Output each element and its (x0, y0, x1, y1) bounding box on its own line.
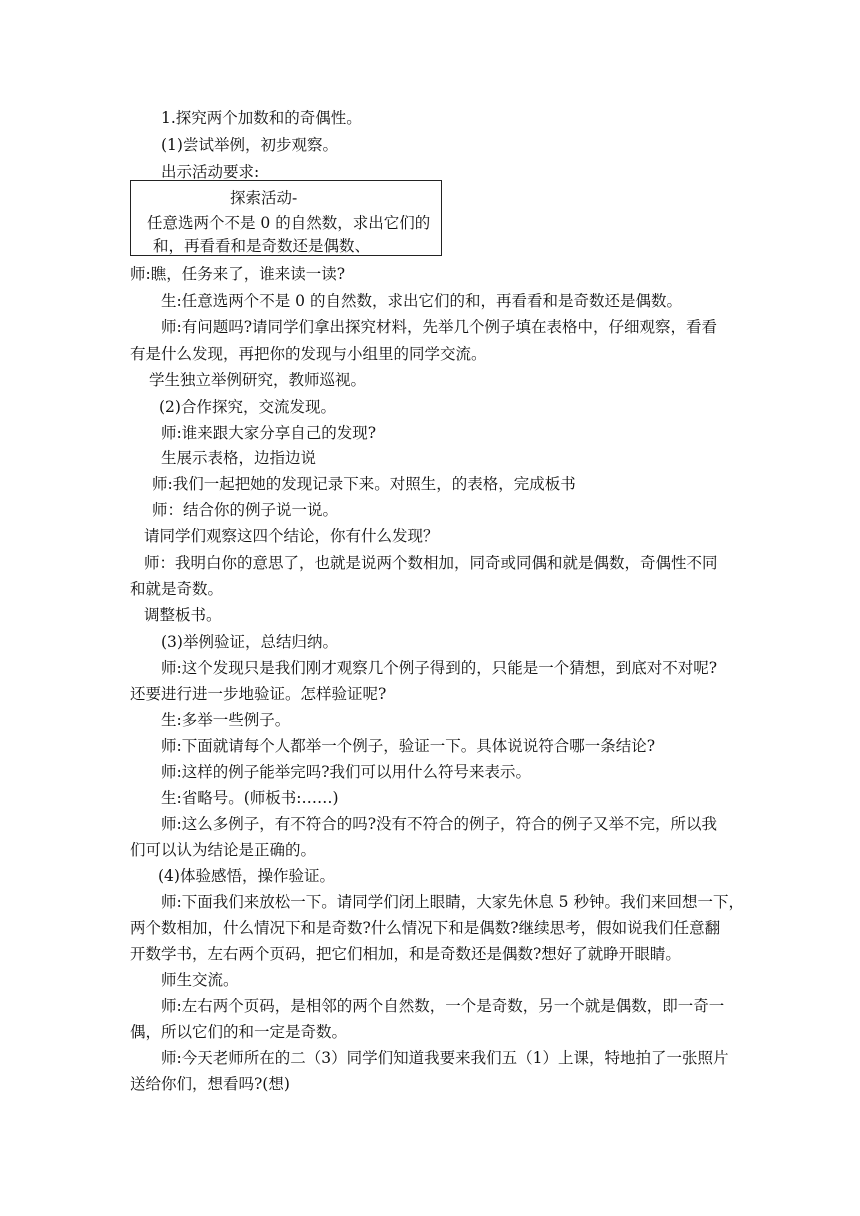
paragraph: 偶，所以它们的和一定是奇数。 (130, 1023, 348, 1041)
activity-box (130, 180, 442, 256)
paragraph: 师:今天老师所在的二（3）同学们知道我要来我们五（1）上课，特地拍了一张照片 (161, 1049, 729, 1067)
paragraph: 生:任意选两个不是 0 的自然数，求出它们的和，再看看和是奇数还是偶数。 (161, 292, 682, 310)
paragraph: 师:下面我们来放松一下。请同学们闭上眼睛，大家先休息 5 秒钟。我们来回想一下， (161, 893, 744, 911)
paragraph: 调整板书。 (144, 606, 222, 624)
paragraph: 开数学书，左右两个页码，把它们相加，和是奇数还是偶数?想好了就睁开眼睛。 (130, 945, 681, 963)
paragraph: 送给你们，想看吗?(想) (130, 1075, 290, 1093)
paragraph: 还要进行进一步地验证。怎样验证呢? (130, 685, 387, 703)
subsection-heading: (3)举例验证，总结归纳。 (161, 633, 338, 651)
paragraph: 师:我们一起把她的发现记录下来。对照生，的表格，完成板书 (152, 475, 576, 493)
activity-box-title: 探索活动- (230, 189, 298, 207)
paragraph: 和就是奇数。 (130, 580, 224, 598)
paragraph: 生展示表格，边指边说 (161, 449, 317, 467)
paragraph: 师：我明白你的意思了，也就是说两个数相加，同奇或同偶和就是偶数，奇偶性不同 (144, 554, 718, 572)
paragraph: 师:瞧，任务来了，谁来读一读? (130, 265, 346, 283)
paragraph: 学生独立举例研究，教师巡视。 (149, 371, 367, 389)
paragraph: 两个数相加，什么情况下和是奇数?什么情况下和是偶数?继续思考，假如说我们任意翻 (130, 919, 721, 937)
subsection-heading: (1)尝试举例，初步观察。 (161, 136, 338, 154)
paragraph: 师生交流。 (161, 971, 239, 989)
paragraph: 们可以认为结论是正确的。 (130, 841, 317, 859)
paragraph: 师:这么多例子，有不符合的吗?没有不符合的例子，符合的例子又举不完，所以我 (161, 815, 718, 833)
paragraph: 出示活动要求: (161, 163, 260, 181)
subsection-heading: (2)合作探究，交流发现。 (159, 398, 336, 416)
subsection-heading: (4)体验感悟，操作验证。 (158, 867, 335, 885)
section-heading: 1.探究两个加数和的奇偶性。 (161, 109, 362, 127)
paragraph: 生:多举一些例子。 (161, 711, 291, 729)
paragraph: 请同学们观察这四个结论，你有什么发现？ (144, 527, 439, 545)
paragraph: 师:左右两个页码，是相邻的两个自然数，一个是奇数，另一个就是偶数，即一奇一 (161, 997, 725, 1015)
paragraph: 生:省略号。(师板书:……) (161, 789, 339, 807)
paragraph: 师:这样的例子能举完吗?我们可以用什么符号来表示。 (161, 763, 532, 781)
paragraph: 师：结合你的例子说一说。 (152, 501, 339, 519)
paragraph: 师:这个发现只是我们刚才观察几个例子得到的，只能是一个猜想，到底对不对呢? (161, 659, 718, 677)
paragraph: 师:有问题吗?请同学们拿出探究材料，先举几个例子填在表格中，仔细观察，看看 (161, 318, 718, 336)
paragraph: 师:谁来跟大家分享自己的发现? (161, 424, 377, 442)
activity-box-text: 任意选两个不是 0 的自然数，求出它们的 (147, 214, 431, 232)
paragraph: 有是什么发现，再把你的发现与小组里的同学交流。 (130, 345, 487, 363)
paragraph: 师:下面就请每个人都举一个例子，验证一下。具体说说符合哪一条结论? (161, 737, 656, 755)
activity-box-text: 和，再看看和是奇数还是偶数、 (153, 237, 371, 255)
